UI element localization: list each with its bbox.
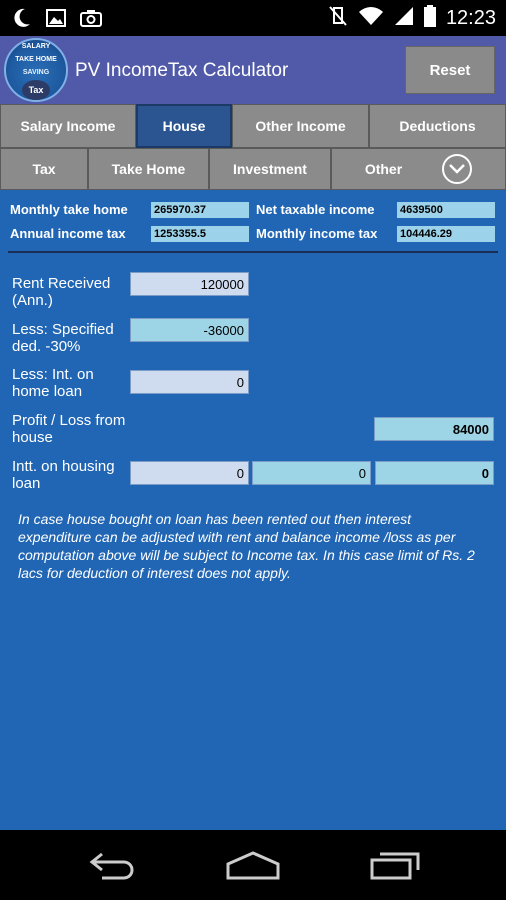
- logo-text-tax: Tax: [22, 80, 50, 100]
- monthly-take-home-value: 265970.37: [151, 202, 249, 218]
- navigation-bar: [0, 830, 506, 900]
- home-icon[interactable]: [226, 850, 280, 885]
- monthly-income-tax-label: Monthly income tax: [256, 226, 378, 241]
- specified-deduction-label: Less: Specified ded. -30%: [12, 321, 114, 355]
- annual-income-tax-label: Annual income tax: [10, 226, 126, 241]
- chevron-down-icon[interactable]: [442, 154, 472, 184]
- rent-received-label: Rent Received (Ann.): [12, 275, 111, 309]
- logo-text-salary: SALARY: [21, 43, 51, 50]
- primary-tab-bar: [0, 104, 506, 148]
- tab-tax[interactable]: Tax: [0, 148, 88, 190]
- interest-housing-loan-label: Intt. on housing loan: [12, 458, 115, 492]
- clock: 12:23: [445, 7, 496, 29]
- logo-text-saving: SAVING: [22, 69, 50, 76]
- interest-housing-loan-value-3: 0: [375, 461, 494, 485]
- image-icon: [46, 9, 66, 32]
- annual-income-tax-value: 1253355.5: [151, 226, 249, 242]
- back-icon[interactable]: [88, 850, 136, 885]
- net-taxable-income-value: 4639500: [397, 202, 495, 218]
- monthly-take-home-label: Monthly take home: [10, 202, 128, 217]
- recent-apps-icon[interactable]: [370, 850, 420, 885]
- battery-icon: [424, 5, 436, 32]
- status-bar: [0, 0, 506, 36]
- wifi-icon: [358, 6, 384, 31]
- secondary-tab-bar: [0, 148, 506, 190]
- logo-text-take-home: TAKE HOME: [15, 56, 57, 63]
- reset-button[interactable]: Reset: [405, 46, 495, 94]
- interest-housing-loan-value-2: 0: [252, 461, 371, 485]
- specified-deduction-value: -36000: [130, 318, 249, 342]
- summary-section: [0, 190, 506, 252]
- info-note: In case house bought on loan has been rented out then interest expenditure can be adjusted with rent and balance income /loss as per computation above will be subject to Income tax. In this case limit of Rs. 2 lacs for deduction of interest does not apply.: [18, 511, 475, 581]
- interest-home-loan-input[interactable]: 0: [130, 370, 249, 394]
- interest-housing-loan-input-1[interactable]: 0: [130, 461, 249, 485]
- tab-deductions[interactable]: Deductions: [369, 104, 506, 148]
- app-title: PV IncomeTax Calculator: [75, 60, 289, 81]
- net-taxable-income-label: Net taxable income: [256, 202, 375, 217]
- profit-loss-label: Profit / Loss from house: [12, 412, 126, 446]
- monthly-income-tax-value: 104446.29: [397, 226, 495, 242]
- house-panel: [0, 190, 506, 830]
- tab-other-income[interactable]: Other Income: [232, 104, 369, 148]
- tab-take-home[interactable]: Take Home: [88, 148, 209, 190]
- rent-received-input[interactable]: 120000: [130, 272, 249, 296]
- divider: [8, 251, 498, 253]
- signal-icon: [394, 6, 414, 31]
- camera-icon: [80, 9, 102, 32]
- tab-house[interactable]: House: [136, 104, 232, 148]
- action-bar: [0, 36, 506, 104]
- tab-salary-income[interactable]: Salary Income: [0, 104, 136, 148]
- tab-investment[interactable]: Investment: [209, 148, 331, 190]
- profit-loss-value: 84000: [374, 417, 494, 441]
- tab-other[interactable]: [331, 148, 506, 190]
- moon-icon: [12, 7, 32, 34]
- vibrate-off-icon: [328, 5, 348, 32]
- tab-other-label: Other: [364, 161, 403, 177]
- interest-home-loan-label: Less: Int. on home loan: [12, 366, 94, 400]
- app-logo: [4, 38, 68, 102]
